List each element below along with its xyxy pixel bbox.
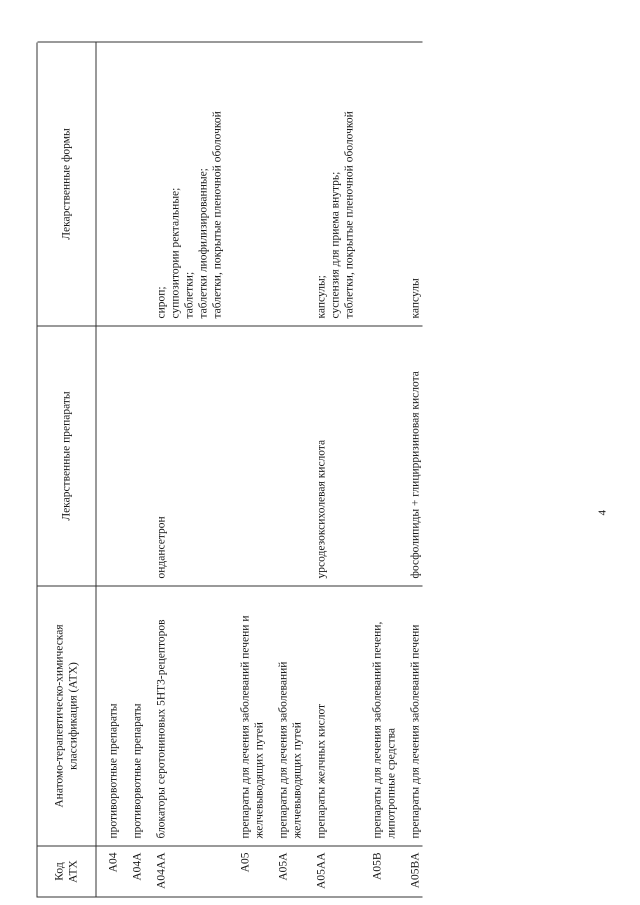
cell-classification: препараты желчных кислот [314, 586, 356, 846]
spacer-cell [96, 586, 107, 846]
cell-code: A05 [238, 846, 266, 897]
dosage-form-line: капсулы; [315, 274, 328, 318]
spacer-cell [96, 326, 107, 586]
row-spacer [224, 42, 238, 897]
cell-code: A05AA [314, 846, 356, 897]
cell-drug [130, 326, 144, 586]
cell-drug: фосфолипиды + глицирризиновая кислота [408, 326, 422, 586]
cell-code: A04 [106, 846, 120, 897]
cell-forms [370, 42, 398, 326]
dosage-form-line: таблетки лиофилизированные; [197, 167, 210, 318]
cell-classification: препараты для лечения заболеваний печени [408, 586, 422, 846]
cell-code: A05A [276, 846, 304, 897]
cell-code: A05BA [408, 846, 422, 897]
table-row [238, 42, 266, 897]
cell-forms [130, 42, 144, 326]
spacer-cell [96, 846, 107, 897]
table-row [154, 42, 224, 897]
cell-drug [276, 326, 304, 586]
header-forms: Лекарственные формы [37, 42, 96, 326]
header-code: Код АТХ [37, 846, 96, 897]
page-number: 4 [596, 509, 608, 515]
spacer-cell [266, 326, 276, 586]
cell-code: A05B [370, 846, 398, 897]
spacer-cell [120, 42, 130, 326]
cell-code: A04AA [154, 846, 224, 897]
dosage-form-line: таблетки, покрытые пленочной оболочкой [343, 110, 356, 318]
row-spacer [96, 42, 107, 897]
dosage-form-line: сироп; [155, 285, 168, 318]
table-row [130, 42, 144, 897]
table-header-row [37, 42, 96, 897]
spacer-cell [224, 42, 238, 326]
dosage-form-line: капсулы [409, 277, 422, 318]
dosage-form-line: суспензия для приема внутрь; [329, 171, 342, 318]
row-spacer [144, 42, 154, 897]
table-row [408, 42, 422, 897]
cell-classification: препараты для лечения заболеваний желчевыводящих путей [276, 586, 304, 846]
spacer-cell [96, 42, 107, 326]
cell-forms [276, 42, 304, 326]
spacer-cell [120, 586, 130, 846]
dosage-form-line: суппозитории ректальные; [169, 187, 182, 318]
spacer-cell [144, 326, 154, 586]
dosage-form-line: таблетки, покрытые пленочной оболочкой [211, 110, 224, 318]
spacer-cell [144, 586, 154, 846]
spacer-cell [144, 42, 154, 326]
cell-drug: ондансетрон [154, 326, 224, 586]
table-row [276, 42, 304, 897]
row-spacer [356, 42, 370, 897]
spacer-cell [356, 42, 370, 326]
row-spacer [398, 42, 408, 897]
cell-classification: препараты для лечения заболеваний печени и желчевыводящих путей [238, 586, 266, 846]
table-row [106, 42, 120, 897]
spacer-cell [304, 42, 314, 326]
spacer-cell [304, 846, 314, 897]
spacer-cell [398, 326, 408, 586]
spacer-cell [304, 326, 314, 586]
table-row [314, 42, 356, 897]
cell-classification: противорвотные препараты [106, 586, 120, 846]
row-spacer [304, 42, 314, 897]
table-body [96, 42, 423, 897]
spacer-cell [120, 846, 130, 897]
cell-classification: блокаторы серотониновых 5HT3-рецепторов [154, 586, 224, 846]
spacer-cell [356, 846, 370, 897]
cell-forms [238, 42, 266, 326]
spacer-cell [266, 846, 276, 897]
cell-forms [314, 42, 356, 326]
spacer-cell [356, 586, 370, 846]
cell-drug [106, 326, 120, 586]
cell-classification: противорвотные препараты [130, 586, 144, 846]
header-drugs: Лекарственные препараты [37, 326, 96, 586]
spacer-cell [120, 326, 130, 586]
spacer-cell [398, 42, 408, 326]
cell-drug: урсодезоксихолевая кислота [314, 326, 356, 586]
table-row [370, 42, 398, 897]
cell-drug [370, 326, 398, 586]
cell-code: A04A [130, 846, 144, 897]
spacer-cell [224, 846, 238, 897]
spacer-cell [266, 586, 276, 846]
spacer-cell [266, 42, 276, 326]
spacer-cell [398, 846, 408, 897]
dosage-form-line: таблетки; [183, 271, 196, 318]
spacer-cell [398, 586, 408, 846]
spacer-cell [224, 326, 238, 586]
row-spacer [120, 42, 130, 897]
cell-forms [154, 42, 224, 326]
cell-classification: препараты для лечения заболеваний печени, липотропные средства [370, 586, 398, 846]
spacer-cell [144, 846, 154, 897]
cell-forms [106, 42, 120, 326]
spacer-cell [356, 326, 370, 586]
spacer-cell [224, 586, 238, 846]
cell-forms [408, 42, 422, 326]
cell-drug [238, 326, 266, 586]
header-classification: Анатомо-терапевтическо-химическая классификация (АТХ) [37, 586, 96, 846]
row-spacer [266, 42, 276, 897]
spacer-cell [304, 586, 314, 846]
atx-table [37, 41, 422, 897]
